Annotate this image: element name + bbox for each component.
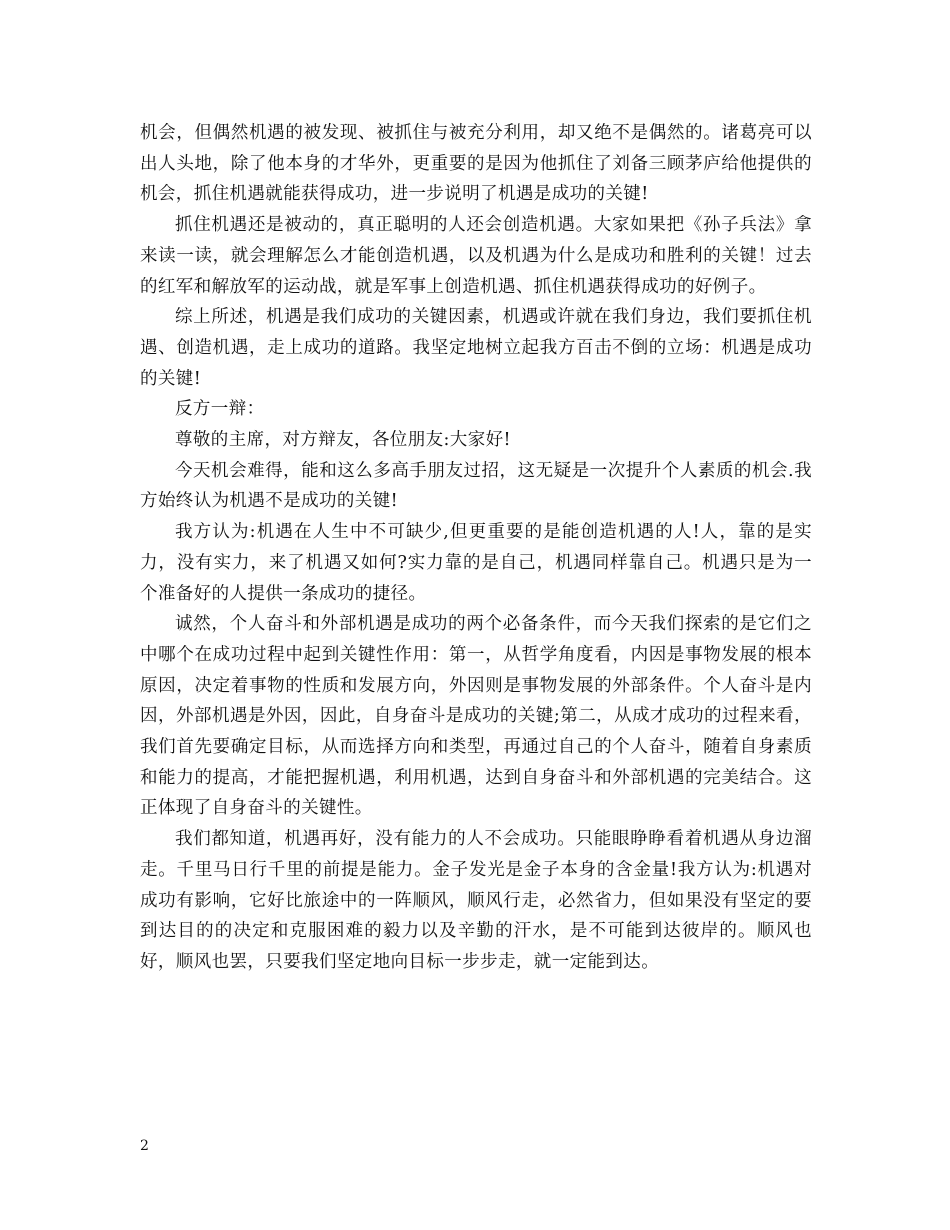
paragraph-8: 诚然，个人奋斗和外部机遇是成功的两个必备条件，而今天我们探索的是它们之中哪个在成功过程中起到关键性作用：第一，从哲学角度看，内因是事物发展的根本原因，决定着事物的性质和发展方向，外因则是事物发展的外部条件。个人奋斗是内因，外部机遇是外因，因此，自身奋斗是成功的关键;第二，从成才成功的过程来看，我们首先要确定目标，从而选择方向和类型，再通过自己的个人奋斗，随着自身素质和能力的提高，才能把握机遇，利用机遇，达到自身奋斗和外部机遇的完美结合。这正体现了自身奋斗的关键性。 — [140, 614, 812, 819]
paragraph-6: 今天机会难得，能和这么多高手朋友过招，这无疑是一次提升个人素质的机会.我方始终认为机遇不是成功的关键! — [140, 460, 812, 512]
body-text — [140, 118, 812, 978]
paragraph-2: 抓住机遇还是被动的，真正聪明的人还会创造机遇。大家如果把《孙子兵法》拿来读一读，就会理解怎么才能创造机遇，以及机遇为什么是成功和胜利的关键！过去的红军和解放军的运动战，就是军事上创造机遇、抓住机遇获得成功的好例子。 — [140, 215, 812, 297]
paragraph-3: 综上所述，机遇是我们成功的关键因素，机遇或许就在我们身边，我们要抓住机遇、创造机遇，走上成功的道路。我坚定地树立起我方百击不倒的立场：机遇是成功的关键! — [140, 307, 812, 389]
paragraph-5: 尊敬的主席，对方辩友，各位朋友:大家好! — [175, 430, 511, 451]
paragraph-1: 机会，但偶然机遇的被发现、被抓住与被充分利用，却又绝不是偶然的。诸葛亮可以出人头地，除了他本身的才华外，更重要的是因为他抓住了刘备三顾茅庐给他提供的机会，抓住机遇就能获得成功，进一步说明了机遇是成功的关键! — [140, 123, 812, 205]
paragraph-9: 我们都知道，机遇再好，没有能力的人不会成功。只能眼睁睁看着机遇从身边溜走。千里马日行千里的前提是能力。金子发光是金子本身的含金量!我方认为:机遇对成功有影响，它好比旅途中的一阵顺风，顺风行走，必然省力，但如果没有坚定的要到达目的的决定和克服困难的毅力以及辛勤的汗水，是不可能到达彼岸的。顺风也好，顺风也罢，只要我们坚定地向目标一步步走，就一定能到达。 — [140, 829, 812, 972]
paragraph-7: 我方认为:机遇在人生中不可缺少,但更重要的是能创造机遇的人!人，靠的是实力，没有实力，来了机遇又如何?实力靠的是自己，机遇同样靠自己。机遇只是为一个准备好的人提供一条成功的捷径。 — [140, 522, 812, 604]
paragraph-4: 反方一辩： — [175, 399, 265, 420]
page-number: 2 — [140, 1138, 149, 1154]
